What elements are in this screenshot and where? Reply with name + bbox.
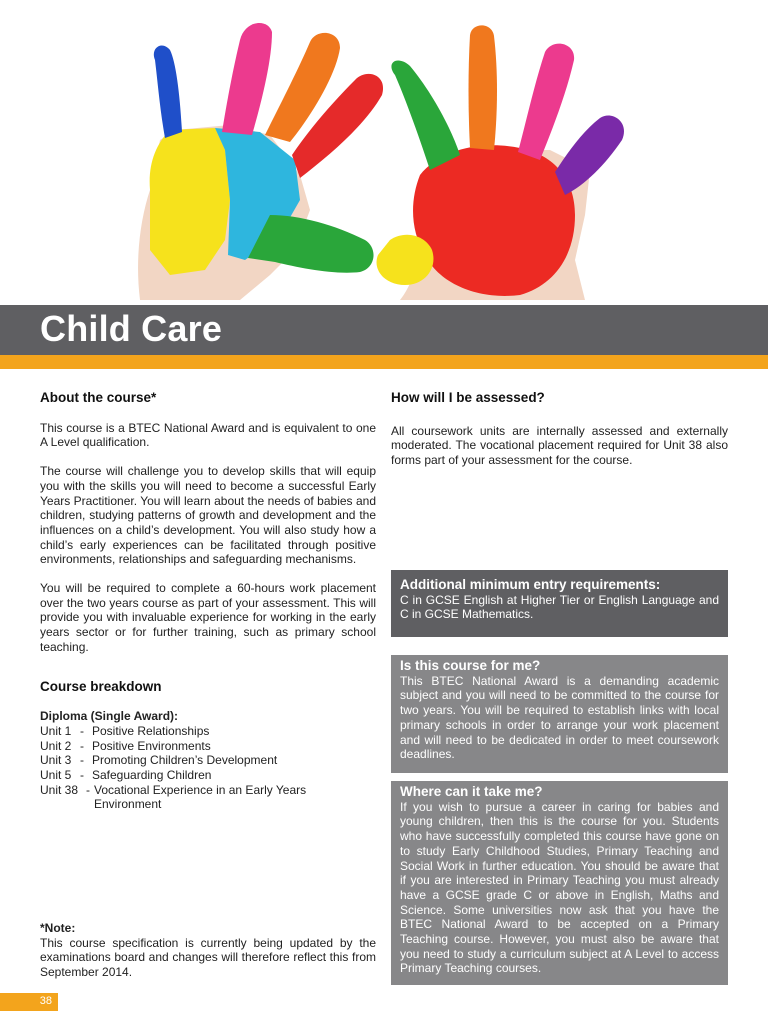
entry-heading: Additional minimum entry requirements: <box>400 577 661 592</box>
unit-list <box>40 724 376 812</box>
page-title: Child Care <box>40 308 223 349</box>
page-number-tab <box>0 993 58 1011</box>
left-column <box>40 391 376 812</box>
list-item: Unit 1 - Positive Relationships <box>40 723 210 738</box>
breakdown-heading: Course breakdown <box>40 678 162 694</box>
for-me-heading: Is this course for me? <box>400 658 541 673</box>
page-number: 38 <box>39 995 52 1007</box>
breakdown-subheading: Diploma (Single Award): <box>40 709 179 724</box>
right-hand <box>377 25 624 300</box>
take-me-box <box>391 781 728 985</box>
about-heading: About the course* <box>40 390 157 405</box>
entry-text: C in GCSE English at Higher Tier or English Language and C in GCSE Mathematics. <box>400 592 719 622</box>
painted-hands-heart-icon <box>0 0 768 305</box>
take-me-heading: Where can it take me? <box>400 784 543 799</box>
list-item: Unit 5 - Safeguarding Children <box>40 768 212 783</box>
about-paragraph-3: You will be required to complete a 60-hours work placement over the two years course as part of your assessment. This will provide you with invaluable experience for working in the early years sector or for further training, such as primary school teaching. <box>40 581 376 654</box>
assessed-heading: How will I be assessed? <box>391 390 545 405</box>
for-me-text: This BTEC National Award is a demanding academic subject and you will need to be committed to the course for two years. You will be required to establish links with local primary schools in order to arrange your work placement and will need to be dedicated in order to meet coursework deadlines. <box>400 673 719 762</box>
list-item: Unit 2 - Positive Environments <box>40 738 211 753</box>
right-column <box>391 391 728 468</box>
list-item: Unit 3 - Promoting Children’s Development <box>40 753 278 768</box>
take-me-text: If you wish to pursue a career in caring for babies and young children, then this is the course for you. Students who have successfully completed this course have gone on to study Early Childhood Studies, Primary Teaching and Social Work in further education. You should be aware that if you are interested in Primary Teaching you must already have a GCSE grade C or above in English, Maths and Science. Some universities now ask that you have the BTEC National Award to be accepted on a Primary Teaching course. However, you must also be aware that you need to study a curriculum subject at A Level to access Primary Teaching courses. <box>400 799 719 976</box>
left-hand <box>138 23 383 300</box>
note <box>40 921 376 980</box>
about-paragraph-2: The course will challenge you to develop skills that will equip you with the skills you will need to become a successful Early Years Practitioner. You will learn about the needs of babies and children, studying patterns of growth and development and the influences on a child’s development. You will also study how a child’s early experiences can be facilitated through positive environments, relationships and safeguarding mechanisms. <box>40 464 376 567</box>
hero-image <box>0 0 768 305</box>
for-me-box <box>391 655 728 773</box>
assessed-text: All coursework units are internally assessed and externally moderated. The vocational placement required for Unit 38 also forms part of your assessment for the course. <box>391 423 728 468</box>
about-paragraph-1: This course is a BTEC National Award and is equivalent to one A Level qualification. <box>40 420 376 450</box>
note-text: This course specification is currently being updated by the examinations board and changes will therefore reflect this from September 2014. <box>40 935 376 980</box>
title-underline <box>0 355 768 369</box>
list-item: Unit 38 - Vocational Experience in an Early Years Environment <box>40 782 307 812</box>
entry-requirements-box <box>391 570 728 637</box>
title-band <box>0 305 768 355</box>
note-label: *Note: <box>40 921 76 935</box>
